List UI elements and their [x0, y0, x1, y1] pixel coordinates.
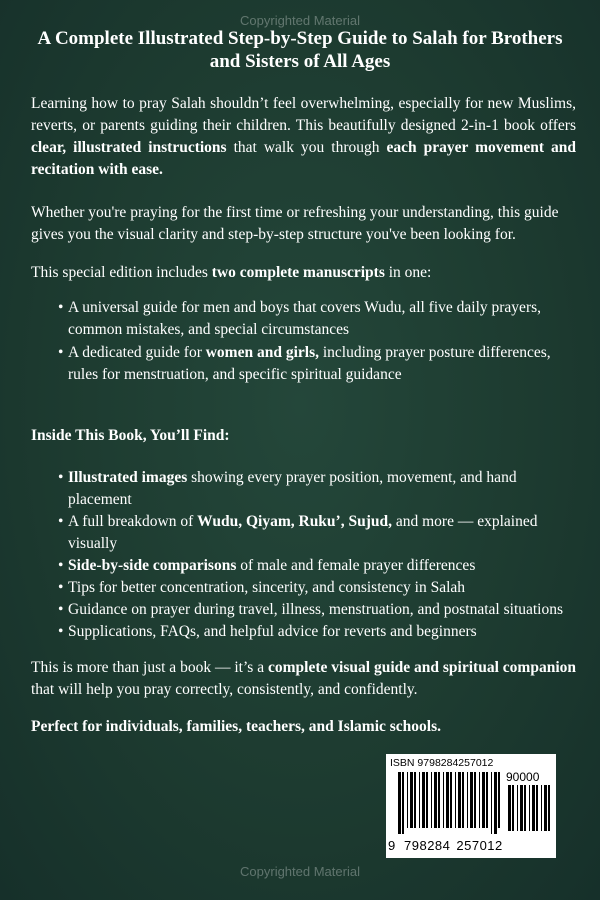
intro-text-2: that walk you through	[226, 139, 387, 156]
inside-item	[58, 555, 583, 577]
closing-paragraph	[31, 657, 576, 701]
inside-item	[58, 599, 583, 621]
inside-item	[58, 467, 583, 511]
manuscript-bold: women and girls,	[205, 344, 319, 361]
closing-bold: complete visual guide and spiritual companion	[268, 659, 576, 676]
manuscript-text-1: A dedicated guide for	[68, 344, 206, 361]
isbn-digits-group2: 257012	[456, 838, 503, 853]
barcode-addon-bars	[508, 785, 550, 837]
inside-item-text: Guidance on prayer during travel, illness, menstruation, and postnatal situations	[68, 601, 564, 618]
intro-paragraph	[31, 93, 576, 181]
isbn-label: ISBN 9798284257012	[390, 757, 494, 769]
inside-list	[58, 467, 583, 643]
watermark-top: Copyrighted Material	[240, 13, 360, 28]
closing-text-1: This is more than just a book — it’s a	[31, 659, 268, 676]
manuscript-list	[58, 297, 583, 387]
isbn-digits-group1: 798284	[404, 838, 451, 853]
edition-text-2: in one:	[384, 264, 432, 281]
inside-item-bold: Side-by-side comparisons	[68, 557, 237, 574]
isbn-digit-first: 9	[388, 838, 396, 853]
inside-item-text: A full breakdown of	[68, 513, 198, 530]
edition-paragraph	[31, 262, 576, 284]
inside-heading: Inside This Book, You’ll Find:	[31, 427, 230, 444]
inside-item-bold: Illustrated images	[68, 469, 188, 486]
edition-text-1: This special edition includes	[31, 264, 212, 281]
edition-bold: two complete manuscripts	[211, 264, 385, 281]
intro-text-1: Learning how to pray Salah shouldn’t feel overwhelming, especially for new Muslims, reverts, or parents guiding their children. This beautifully designed 2-in-1 book offers	[31, 95, 576, 134]
intro-bold-2: each prayer movement and recitation with ease.	[31, 139, 577, 178]
inside-item-text: Tips for better concentration, sincerity, and consistency in Salah	[68, 579, 466, 596]
cover-title: A Complete Illustrated Step-by-Step Guide to Salah for Brothers and Sisters of All Ages	[37, 28, 563, 72]
isbn-digits	[388, 838, 503, 853]
inside-item-text: of male and female prayer differences	[236, 557, 476, 574]
inside-item-text: Supplications, FAQs, and helpful advice for reverts and beginners	[68, 623, 477, 640]
inside-item-text: showing every prayer position, movement, and hand placement	[68, 469, 517, 508]
manuscript-text-2: including prayer posture differences, rules for menstruation, and specific spiritual guidance	[68, 344, 551, 383]
watermark-bottom: Copyrighted Material	[240, 864, 360, 879]
barcode-bars	[398, 772, 502, 834]
isbn-barcode	[386, 754, 556, 858]
inside-item-text: and more — explained visually	[68, 513, 538, 552]
price-code: 90000	[506, 770, 540, 784]
intro-bold-1: clear, illustrated instructions	[31, 139, 227, 156]
inside-item	[58, 577, 583, 599]
closing-text-2: that will help you pray correctly, consistently, and confidently.	[31, 681, 418, 698]
inside-item	[58, 621, 583, 643]
inside-item-bold: Wudu, Qiyam, Ruku’, Sujud,	[197, 513, 392, 530]
second-paragraph: Whether you're praying for the first time or refreshing your understanding, this guide gives you the visual clarity and step-by-step structure you've been looking for.	[31, 204, 559, 243]
tagline: Perfect for individuals, families, teachers, and Islamic schools.	[31, 718, 442, 735]
inside-item	[58, 511, 583, 555]
manuscript-item	[58, 297, 583, 341]
manuscript-text: A universal guide for men and boys that covers Wudu, all five daily prayers, common mistakes, and special circumstances	[68, 299, 542, 338]
manuscript-item	[58, 342, 583, 386]
